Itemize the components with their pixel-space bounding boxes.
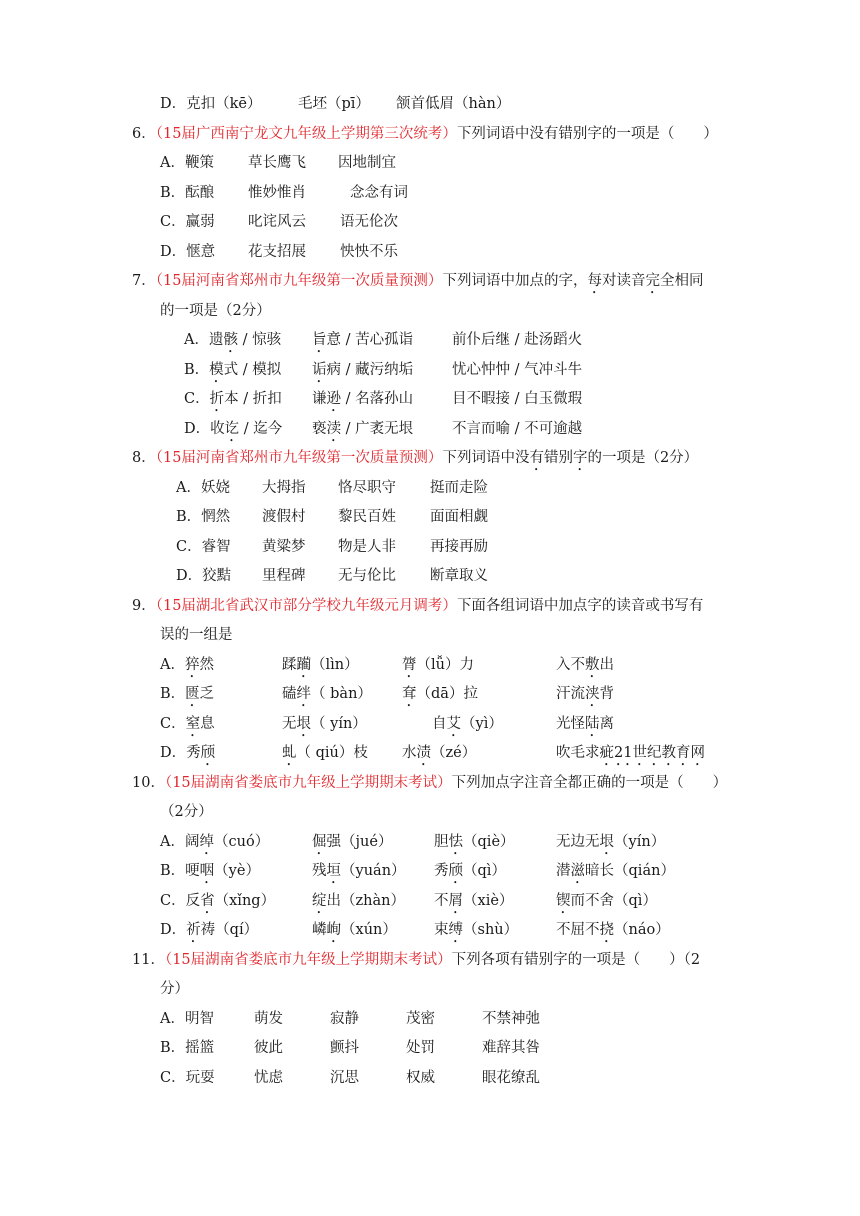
question-number: 10． — [132, 775, 165, 791]
emphasis-dot-char: 每 — [587, 273, 602, 289]
option-line — [160, 861, 720, 881]
option-term: 水渍（zé） — [402, 745, 477, 761]
option-label: 分） — [160, 981, 189, 997]
question-line — [132, 596, 703, 616]
option-line — [160, 153, 720, 173]
option-label: D．祈祷（qí） — [160, 922, 259, 938]
option-term: 叱诧风云 — [248, 214, 306, 230]
emphasis-dot-char: 疵 — [599, 745, 614, 761]
emphasis-dot-char: 纪 — [646, 745, 662, 761]
emphasis-dot-char: 骸 — [223, 332, 238, 348]
option-term: 念念有词 — [350, 185, 408, 201]
option-term: 耷（dā）拉 — [402, 686, 478, 702]
emphasis-dot-char: 陆 — [585, 716, 600, 732]
option-line — [184, 419, 744, 439]
emphasis-dot-char: / — [345, 391, 351, 407]
option-term: 胆怯（qiè） — [434, 834, 515, 850]
option-line — [160, 684, 720, 704]
emphasis-dot-char: 垠 — [296, 716, 311, 732]
option-term: 眼花缭乱 — [482, 1070, 540, 1086]
option-term: 忧心忡忡 / 气冲斗牛 — [452, 362, 583, 378]
emphasis-dot-char: 咽 — [199, 863, 215, 879]
emphasis-dot-char: 挠 — [599, 922, 614, 938]
option-label: C．睿智 — [176, 539, 231, 555]
option-line — [160, 242, 720, 262]
option-label: B．惘然 — [176, 509, 231, 525]
question-line — [132, 448, 698, 474]
option-term: 语无伦次 — [340, 214, 398, 230]
option-term: 无边无垠（yín） — [556, 834, 666, 850]
option-label: D．收讫 / 迄今 — [184, 421, 283, 437]
emphasis-dot-char: 世 — [632, 745, 647, 761]
option-label: A．明智 — [160, 1011, 214, 1027]
option-label: A．阔绰（cuó） — [160, 834, 270, 850]
option-line — [160, 1038, 720, 1058]
question-source: （15届湖南省娄底市九年级上学期期末考试） — [164, 952, 452, 968]
emphasis-dot-char: 垠 — [599, 834, 614, 850]
option-label: B．摇篮 — [160, 1040, 215, 1056]
question-number: 7． — [132, 273, 156, 289]
emphasis-dot-char — [351, 421, 356, 437]
option-label: （2分） — [160, 804, 213, 820]
emphasis-dot-char: 躏 — [296, 657, 311, 673]
emphasis-dot-char: 滋 — [570, 863, 585, 879]
option-line — [160, 212, 720, 232]
emphasis-dot-char: 旨 — [312, 332, 327, 348]
option-line — [160, 301, 720, 321]
option-term: 寂静 — [330, 1011, 359, 1027]
option-term: 潜滋暗长（qián） — [556, 863, 675, 879]
question-source: （15届河南省郑州市九年级第一次质量预测） — [155, 273, 443, 289]
emphasis-dot-char: 诟 — [312, 362, 327, 378]
emphasis-dot-char: 耷 — [402, 686, 417, 702]
option-term: 大拇指 — [262, 480, 306, 496]
option-term: 处罚 — [406, 1040, 435, 1056]
question-source: （15届湖南省娄底市九年级上学期期末考试） — [164, 775, 452, 791]
option-term: 前仆后继 / 赴汤蹈火 — [452, 332, 583, 348]
question-line — [132, 950, 700, 970]
option-term: 束缚（shù） — [434, 922, 519, 938]
option-label: B．酝酿 — [160, 185, 215, 201]
option-term: 谦逊 / 名落孙山 — [312, 391, 414, 407]
option-label: A．鞭策 — [160, 155, 214, 171]
option-term: 不言而喻 / 不可逾越 — [452, 421, 583, 437]
option-term: 萌发 — [254, 1011, 283, 1027]
emphasis-dot-char: 峋 — [326, 922, 341, 938]
emphasis-dot-char: 垣 — [326, 863, 341, 879]
option-term: 光怪陆离 — [556, 716, 614, 732]
option-label: C．反省（xǐng） — [160, 893, 276, 909]
option-line — [160, 979, 720, 999]
option-term: 虬（ qiú）枝 — [282, 745, 368, 761]
option-term: 忧虑 — [254, 1070, 283, 1086]
question-number: 11． — [132, 952, 165, 968]
option-term: 颔首低眉（hàn） — [396, 96, 511, 112]
option-label: D．克扣（kē） — [160, 96, 262, 112]
option-label: C．折本 / 折扣 — [184, 391, 282, 407]
emphasis-dot-char — [351, 362, 356, 378]
emphasis-dot-char: 育 — [675, 745, 691, 761]
option-line — [160, 743, 720, 763]
option-term: 草长鹰飞 — [248, 155, 306, 171]
emphasis-dot-char: 省 — [200, 893, 215, 909]
emphasis-dot-char: 匮 — [185, 686, 200, 702]
option-term: 彼此 — [254, 1040, 283, 1056]
option-label: A．遗骸 / 惊骇 — [184, 332, 282, 348]
option-term: 蹂躏（lìn） — [282, 657, 359, 673]
option-label: D．狡黠 — [176, 568, 232, 584]
option-label: B．哽咽（yè） — [160, 863, 260, 879]
option-term: 里程碑 — [262, 568, 306, 584]
option-term: 倔强（jué） — [312, 834, 393, 850]
emphasis-dot-char: 屑 — [448, 893, 463, 909]
option-label: B．匮乏 — [160, 686, 215, 702]
option-term: 秀颀（qì） — [434, 863, 506, 879]
emphasis-dot-char: 艾 — [446, 716, 461, 732]
option-line — [160, 537, 720, 557]
emphasis-dot-char: 倔 — [312, 834, 327, 850]
option-term: 毛坯（pī） — [298, 96, 370, 112]
emphasis-dot-char: 缚 — [448, 922, 463, 938]
option-label: B．模式 / 模拟 — [184, 362, 282, 378]
question-source: （15届湖北省武汉市部分学校九年级元月调考） — [155, 598, 457, 614]
option-line — [184, 330, 744, 350]
option-label: C．赢弱 — [160, 214, 215, 230]
option-label: 误的一组是 — [160, 627, 233, 643]
emphasis-dot-char: 有 — [529, 450, 544, 466]
option-term: 入不敷出 — [556, 657, 614, 673]
option-term: 惟妙惟肖 — [248, 185, 306, 201]
option-term: 无垠（ yín） — [282, 716, 367, 732]
option-term: 诟病 / 藏污纳垢 — [312, 362, 414, 378]
question-source: （15届河南省郑州市九年级第一次质量预测） — [155, 450, 443, 466]
emphasis-dot-char: 颀 — [200, 745, 216, 761]
option-term: 不禁神弛 — [482, 1011, 540, 1027]
option-term: 磕绊（ bàn） — [282, 686, 372, 702]
option-line — [160, 1009, 720, 1029]
emphasis-dot-char: 虬 — [282, 745, 297, 761]
option-line — [160, 94, 720, 114]
emphasis-dot-char: 怯 — [448, 834, 463, 850]
emphasis-dot-char: 绊 — [296, 686, 311, 702]
option-term: 沉思 — [330, 1070, 359, 1086]
question-stem: 下列词语中加点的字，每对读音完全相同 — [442, 273, 704, 289]
option-term: 绽出（zhàn） — [312, 893, 405, 909]
emphasis-dot-char: 渍 — [416, 745, 431, 761]
option-term: 面面相觑 — [430, 509, 488, 525]
emphasis-dot-char: 颀 — [448, 863, 463, 879]
option-line — [160, 625, 720, 645]
question-stem: 下面各组词语中加点字的读音或书写有 — [456, 598, 704, 614]
option-term: 恪尽职守 — [338, 480, 396, 496]
question-number: 9． — [132, 598, 156, 614]
option-line — [160, 507, 720, 527]
option-line — [160, 478, 720, 498]
option-line — [160, 183, 720, 203]
option-term: 残垣（yuán） — [312, 863, 406, 879]
option-line — [184, 389, 744, 409]
emphasis-dot-char: 锲 — [556, 893, 571, 909]
option-term: 亵渎 / 广袤无垠 — [312, 421, 414, 437]
question-number: 6． — [132, 126, 156, 142]
emphasis-dot-char: 窒 — [185, 716, 201, 732]
emphasis-dot-char: 教 — [661, 745, 676, 761]
option-line — [160, 714, 720, 734]
option-term: 目不暇接 / 白玉微瑕 — [452, 391, 583, 407]
option-label: A．妖娆 — [176, 480, 230, 496]
emphasis-dot-char: / — [345, 332, 351, 348]
option-term: 颤抖 — [330, 1040, 359, 1056]
option-term: 膂（lǚ）力 — [402, 657, 474, 673]
emphasis-dot-char: 讫 — [224, 421, 240, 437]
option-line — [160, 832, 720, 852]
option-term: 再接再励 — [430, 539, 488, 555]
emphasis-dot-char: 字 — [572, 450, 588, 466]
option-label: D．惬意 — [160, 244, 216, 260]
option-line — [160, 802, 720, 822]
option-term: 茂密 — [406, 1011, 435, 1027]
question-stem: 下列加点字注音全都正确的一项是（ ） — [451, 775, 728, 791]
emphasis-dot-char: 渎 — [326, 421, 341, 437]
option-line — [160, 1068, 720, 1088]
emphasis-dot-char: 2 — [614, 745, 624, 761]
option-term: 黎民百姓 — [338, 509, 396, 525]
option-term: 旨意 / 苦心孤诣 — [312, 332, 414, 348]
emphasis-dot-char: 祈 — [186, 922, 201, 938]
question-number: 8． — [132, 450, 156, 466]
emphasis-dot-char: 网 — [690, 745, 705, 761]
question-stem: 下列各项有错别字的一项是（ ）（2 — [451, 952, 701, 968]
question-stem: 下列词语中没有错别字的一项是（2分） — [442, 450, 699, 466]
emphasis-dot-char: 猝 — [184, 657, 200, 673]
option-line — [160, 920, 720, 940]
option-label: D．秀颀 — [160, 745, 216, 761]
option-line — [160, 655, 720, 675]
option-term: 断章取义 — [430, 568, 488, 584]
emphasis-dot-char: 浃 — [585, 686, 600, 702]
option-term: 渡假村 — [262, 509, 306, 525]
option-term: 吹毛求疵21世纪教育网 — [556, 745, 705, 761]
emphasis-dot-char: 绽 — [312, 893, 327, 909]
option-term: 嶙峋（xún） — [312, 922, 397, 938]
option-term: 自艾（yì） — [432, 716, 503, 732]
option-line — [160, 566, 720, 586]
option-line — [160, 891, 720, 911]
emphasis-dot-char: 模 — [209, 362, 224, 378]
option-term: 权威 — [406, 1070, 435, 1086]
option-term: 不屈不挠（náo） — [556, 922, 670, 938]
option-term: 无与伦比 — [338, 568, 396, 584]
emphasis-dot-char: 敷 — [585, 657, 600, 673]
emphasis-dot-char: 绰 — [199, 834, 214, 850]
option-line — [184, 360, 744, 380]
emphasis-dot-char: 逊 — [326, 391, 341, 407]
emphasis-dot-char: 1 — [623, 745, 633, 761]
emphasis-dot-char: 完 — [645, 273, 660, 289]
option-term: 锲而不舍（qì） — [556, 893, 657, 909]
question-line — [132, 271, 703, 297]
question-line — [132, 773, 727, 793]
question-line — [132, 124, 718, 144]
option-term: 因地制宜 — [338, 155, 396, 171]
option-term: 怏怏不乐 — [340, 244, 398, 260]
option-label: C．窒息 — [160, 716, 215, 732]
option-term: 难辞其咎 — [482, 1040, 540, 1056]
option-term: 挺而走险 — [430, 480, 488, 496]
option-term: 汗流浃背 — [556, 686, 614, 702]
emphasis-dot-char: 折 — [209, 391, 225, 407]
option-term: 物是人非 — [338, 539, 396, 555]
option-label: C．玩耍 — [160, 1070, 215, 1086]
option-term: 不屑（xiè） — [434, 893, 514, 909]
emphasis-dot-char: 膂 — [402, 657, 417, 673]
option-term: 花支招展 — [248, 244, 306, 260]
question-source: （15届广西南宁龙文九年级上学期第三次统考） — [155, 126, 457, 142]
question-stem: 下列词语中没有错别字的一项是（ ） — [456, 126, 718, 142]
option-label: A．猝然 — [160, 657, 214, 673]
option-label: 的一项是（2分） — [160, 303, 271, 319]
option-term: 黄粱梦 — [262, 539, 306, 555]
